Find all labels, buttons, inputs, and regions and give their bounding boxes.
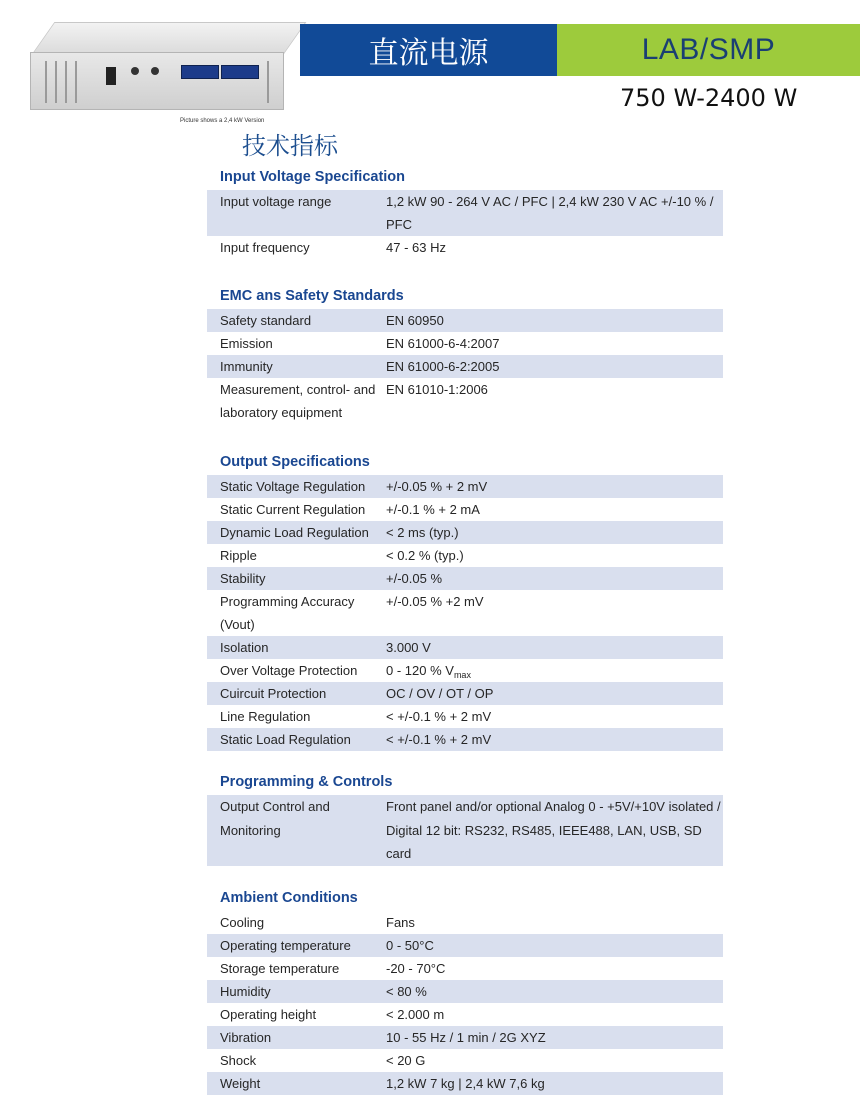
- category-banner: 直流电源: [300, 24, 557, 76]
- spec-key: Safety standard: [207, 309, 382, 332]
- chassis-front: [30, 52, 284, 110]
- image-caption: Picture shows a 2,4 kW Version: [180, 118, 265, 124]
- section-title: Output Specifications: [220, 454, 370, 470]
- spec-key: Over Voltage Protection: [220, 663, 358, 678]
- spec-value: +/-0.05 % + 2 mV: [382, 475, 723, 498]
- spec-key: Isolation: [207, 636, 382, 659]
- spec-key: Weight: [207, 1072, 382, 1095]
- spec-table: [207, 795, 723, 866]
- table-row: [207, 980, 723, 1003]
- spec-key: Emission: [220, 336, 273, 351]
- table-row: [207, 1003, 723, 1026]
- control-knob: [131, 67, 139, 75]
- spec-value: 10 - 55 Hz / 1 min / 2G XYZ: [382, 1026, 723, 1049]
- spec-value: EN 61010-1:2006: [386, 382, 488, 397]
- control-knob: [151, 67, 159, 75]
- table-row: [207, 911, 723, 934]
- spec-value: 0 - 50°C: [382, 934, 723, 957]
- table-row: [207, 682, 723, 705]
- table-row: [207, 567, 723, 590]
- spec-key: Stability: [207, 567, 382, 590]
- spec-key-line: laboratory equipment: [220, 405, 343, 420]
- table-row: [207, 544, 723, 567]
- spec-value: 1,2 kW 7 kg | 2,4 kW 7,6 kg: [382, 1072, 723, 1095]
- power-switch: [106, 67, 116, 85]
- vent-slot: [267, 61, 269, 103]
- spec-value-subscript: max: [453, 670, 471, 680]
- spec-key: Storage temperature: [220, 960, 340, 976]
- table-row: [207, 1026, 723, 1049]
- table-row: [207, 728, 723, 751]
- power-range: 750 W-2400 W: [620, 84, 798, 112]
- section-programming-controls: [207, 769, 723, 866]
- spec-value: EN 61000-6-4:2007: [386, 336, 500, 351]
- table-row: [207, 521, 723, 544]
- vent-slot: [55, 61, 57, 103]
- spec-value: < 20 G: [386, 1052, 426, 1068]
- vent-slot: [65, 61, 67, 103]
- spec-value: < 80 %: [382, 980, 723, 1003]
- spec-value: 47 - 63 Hz: [386, 240, 446, 255]
- spec-key: Operating height: [220, 1006, 317, 1022]
- table-row: [207, 934, 723, 957]
- product-image: [30, 18, 286, 124]
- spec-value-text: 0 - 120 % V: [386, 663, 454, 678]
- spec-value: < +/-0.1 % + 2 mV: [386, 709, 492, 724]
- table-row: [207, 378, 723, 424]
- section-title: Programming & Controls: [220, 774, 393, 790]
- model-banner: LAB/SMP: [557, 24, 860, 76]
- spec-key: Cooling: [220, 914, 265, 930]
- spec-key: Input frequency: [220, 240, 310, 255]
- spec-value: 3.000 V: [382, 636, 723, 659]
- spec-value: < 2.000 m: [386, 1006, 445, 1022]
- table-row: [207, 332, 723, 355]
- spec-key: Line Regulation: [220, 709, 311, 724]
- section-title: Input Voltage Specification: [220, 169, 406, 185]
- spec-key: [207, 378, 382, 424]
- spec-value: -20 - 70°C: [386, 960, 446, 976]
- table-row: [207, 498, 723, 521]
- table-row: [207, 1072, 723, 1095]
- table-row: [207, 475, 723, 498]
- section-title: Ambient Conditions: [220, 889, 358, 906]
- spec-key-line: Output Control and: [220, 799, 330, 814]
- spec-key: Operating temperature: [207, 934, 382, 957]
- section-title: EMC ans Safety Standards: [220, 288, 404, 304]
- spec-key: Vibration: [207, 1026, 382, 1049]
- spec-table: [207, 911, 723, 1095]
- chassis-top: [32, 22, 306, 54]
- spec-key: Dynamic Load Regulation: [207, 521, 382, 544]
- spec-table: [207, 309, 723, 424]
- section-input-voltage: [207, 164, 723, 259]
- spec-key-line: Monitoring: [220, 822, 281, 838]
- spec-table: [207, 475, 723, 751]
- spec-key: Static Voltage Regulation: [207, 475, 382, 498]
- spec-key: Programming Accuracy (Vout): [220, 594, 355, 632]
- spec-value: EN 60950: [382, 309, 723, 332]
- table-row: [207, 590, 723, 636]
- spec-value: Fans: [386, 914, 415, 930]
- spec-value-line: Digital 12 bit: RS232, RS485, IEEE488, LAN, USB, SD card: [386, 822, 702, 861]
- table-row: [207, 1049, 723, 1072]
- spec-key: Static Load Regulation: [207, 728, 382, 751]
- page-title: 技术指标: [242, 132, 338, 160]
- spec-value: +/-0.05 % +2 mV: [386, 594, 484, 609]
- spec-value: +/-0.1 % + 2 mA: [386, 502, 480, 517]
- spec-value: < 0.2 % (typ.): [386, 548, 464, 563]
- spec-key-line: Measurement, control- and: [220, 382, 376, 397]
- table-row: [207, 957, 723, 980]
- spec-table: [207, 190, 723, 259]
- spec-key: Cuircuit Protection: [207, 682, 382, 705]
- spec-key: Input voltage range: [207, 190, 382, 236]
- spec-key: Shock: [220, 1052, 257, 1068]
- section-output: [207, 449, 723, 751]
- spec-value: OC / OV / OT / OP: [382, 682, 723, 705]
- table-row: [207, 355, 723, 378]
- section-ambient-conditions: [207, 885, 723, 1095]
- spec-value: EN 61000-6-2:2005: [382, 355, 723, 378]
- spec-sheet: [207, 164, 723, 1095]
- table-row: [207, 636, 723, 659]
- spec-value: < +/-0.1 % + 2 mV: [382, 728, 723, 751]
- spec-value: +/-0.05 %: [382, 567, 723, 590]
- spec-key: Immunity: [207, 355, 382, 378]
- table-row: [207, 795, 723, 866]
- spec-key: Humidity: [207, 980, 382, 1003]
- spec-value-line: Front panel and/or optional Analog 0 - +5V/+10V isolated /: [386, 799, 721, 814]
- table-row: [207, 309, 723, 332]
- vent-slot: [45, 61, 47, 103]
- spec-value: [382, 659, 723, 682]
- spec-value: 1,2 kW 90 - 264 V AC / PFC | 2,4 kW 230 V AC +/-10 % / PFC: [382, 190, 723, 236]
- spec-value: < 2 ms (typ.): [382, 521, 723, 544]
- section-emc-safety: [207, 283, 723, 424]
- spec-key: Static Current Regulation: [220, 502, 366, 517]
- display-panel: [181, 65, 219, 79]
- table-row: [207, 190, 723, 236]
- vent-slot: [75, 61, 77, 103]
- display-panel: [221, 65, 259, 79]
- table-row: [207, 236, 723, 259]
- spec-key: Ripple: [220, 548, 257, 563]
- table-row: [207, 659, 723, 682]
- spec-key: [207, 795, 382, 866]
- spec-value: [382, 795, 723, 866]
- table-row: [207, 705, 723, 728]
